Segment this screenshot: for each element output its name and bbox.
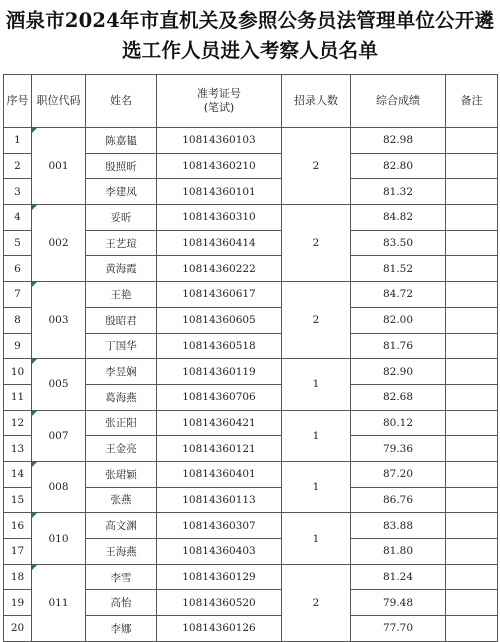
cell-score: 82.00 — [351, 307, 446, 333]
cell-score: 83.88 — [351, 513, 446, 539]
cell-name: 妥昕 — [86, 205, 157, 231]
cell-seq: 19 — [4, 590, 32, 616]
cell-quota: 1 — [282, 410, 351, 461]
title-line-1: 酒泉市2024年市直机关及参照公务员法管理单位公开遴 — [5, 9, 495, 32]
cell-position-code: 003 — [32, 282, 86, 359]
cell-name: 王金亮 — [86, 436, 157, 462]
cell-quota: 2 — [282, 564, 351, 641]
cell-score: 81.80 — [351, 539, 446, 565]
cell-seq: 1 — [4, 128, 32, 154]
cell-name: 陈嘉韫 — [86, 128, 157, 154]
cell-exam-no: 10814360310 — [157, 205, 282, 231]
cell-remark — [446, 230, 498, 256]
cell-exam-no: 10814360605 — [157, 307, 282, 333]
page-title — [0, 6, 500, 66]
cell-remark — [446, 410, 498, 436]
cell-remark — [446, 513, 498, 539]
cell-name: 王艺瑄 — [86, 230, 157, 256]
cell-quota: 1 — [282, 513, 351, 564]
cell-position-code: 005 — [32, 359, 86, 410]
header-exam-no — [157, 75, 282, 128]
header-position-code: 职位代码 — [32, 75, 86, 128]
cell-seq: 11 — [4, 384, 32, 410]
table-header-row — [4, 75, 498, 128]
cell-seq: 20 — [4, 616, 32, 642]
cell-name: 张燕 — [86, 487, 157, 513]
cell-seq: 7 — [4, 282, 32, 308]
cell-score: 77.70 — [351, 616, 446, 642]
cell-seq: 8 — [4, 307, 32, 333]
cell-score: 80.12 — [351, 410, 446, 436]
cell-seq: 4 — [4, 205, 32, 231]
cell-name: 王海燕 — [86, 539, 157, 565]
cell-score: 83.50 — [351, 230, 446, 256]
cell-remark — [446, 436, 498, 462]
header-seq: 序号 — [4, 75, 32, 128]
cell-seq: 15 — [4, 487, 32, 513]
cell-remark — [446, 256, 498, 282]
cell-seq: 5 — [4, 230, 32, 256]
cell-remark — [446, 564, 498, 590]
table-row — [4, 410, 498, 436]
cell-name: 李娜 — [86, 616, 157, 642]
cell-score: 82.68 — [351, 384, 446, 410]
cell-remark — [446, 616, 498, 642]
cell-remark — [446, 487, 498, 513]
cell-remark — [446, 359, 498, 385]
cell-remark — [446, 153, 498, 179]
cell-seq: 10 — [4, 359, 32, 385]
table-row — [4, 359, 498, 385]
header-quota: 招录人数 — [282, 75, 351, 128]
cell-seq: 2 — [4, 153, 32, 179]
cell-name: 葛海燕 — [86, 384, 157, 410]
cell-name: 殷照昕 — [86, 153, 157, 179]
cell-remark — [446, 461, 498, 487]
cell-score: 82.98 — [351, 128, 446, 154]
table-row — [4, 564, 498, 590]
cell-quota: 1 — [282, 461, 351, 512]
cell-score: 79.36 — [351, 436, 446, 462]
cell-position-code: 008 — [32, 461, 86, 512]
cell-remark — [446, 384, 498, 410]
header-exam-no-line-1: 准考证号 — [197, 87, 241, 100]
cell-seq: 17 — [4, 539, 32, 565]
cell-remark — [446, 590, 498, 616]
cell-name: 高文渊 — [86, 513, 157, 539]
cell-quota: 1 — [282, 359, 351, 410]
cell-position-code: 002 — [32, 205, 86, 282]
cell-exam-no: 10814360210 — [157, 153, 282, 179]
table-row — [4, 205, 498, 231]
cell-seq: 12 — [4, 410, 32, 436]
cell-position-code: 001 — [32, 128, 86, 205]
cell-remark — [446, 539, 498, 565]
table-row — [4, 513, 498, 539]
cell-exam-no: 10814360518 — [157, 333, 282, 359]
cell-seq: 9 — [4, 333, 32, 359]
cell-name: 丁国华 — [86, 333, 157, 359]
candidate-table — [3, 74, 498, 642]
cell-name: 李建凤 — [86, 179, 157, 205]
table-row — [4, 282, 498, 308]
cell-exam-no: 10814360103 — [157, 128, 282, 154]
cell-score: 79.48 — [351, 590, 446, 616]
cell-quota: 2 — [282, 205, 351, 282]
cell-quota: 2 — [282, 128, 351, 205]
cell-remark — [446, 282, 498, 308]
cell-score: 84.82 — [351, 205, 446, 231]
cell-seq: 16 — [4, 513, 32, 539]
cell-name: 黄海霞 — [86, 256, 157, 282]
cell-score: 86.76 — [351, 487, 446, 513]
cell-exam-no: 10814360520 — [157, 590, 282, 616]
cell-exam-no: 10814360617 — [157, 282, 282, 308]
cell-name: 张正阳 — [86, 410, 157, 436]
cell-remark — [446, 205, 498, 231]
cell-seq: 14 — [4, 461, 32, 487]
cell-score: 81.32 — [351, 179, 446, 205]
cell-exam-no: 10814360401 — [157, 461, 282, 487]
cell-name: 王艳 — [86, 282, 157, 308]
cell-exam-no: 10814360307 — [157, 513, 282, 539]
cell-exam-no: 10814360129 — [157, 564, 282, 590]
cell-exam-no: 10814360113 — [157, 487, 282, 513]
cell-remark — [446, 333, 498, 359]
table-row — [4, 461, 498, 487]
cell-name: 李雪 — [86, 564, 157, 590]
cell-exam-no: 10814360126 — [157, 616, 282, 642]
cell-name: 张珺颖 — [86, 461, 157, 487]
cell-position-code: 007 — [32, 410, 86, 461]
table-body — [4, 128, 498, 642]
cell-position-code: 011 — [32, 564, 86, 641]
cell-score: 87.20 — [351, 461, 446, 487]
cell-remark — [446, 128, 498, 154]
cell-position-code: 010 — [32, 513, 86, 564]
header-exam-no-line-2: (笔试) — [203, 101, 235, 114]
cell-seq: 13 — [4, 436, 32, 462]
cell-seq: 6 — [4, 256, 32, 282]
cell-name: 李昱娴 — [86, 359, 157, 385]
cell-score: 81.52 — [351, 256, 446, 282]
cell-exam-no: 10814360222 — [157, 256, 282, 282]
cell-score: 81.76 — [351, 333, 446, 359]
cell-exam-no: 10814360101 — [157, 179, 282, 205]
header-score: 综合成绩 — [351, 75, 446, 128]
cell-remark — [446, 307, 498, 333]
cell-exam-no: 10814360119 — [157, 359, 282, 385]
cell-name: 高怡 — [86, 590, 157, 616]
header-remark: 备注 — [446, 75, 498, 128]
table-row — [4, 128, 498, 154]
cell-score: 81.24 — [351, 564, 446, 590]
header-name: 姓名 — [86, 75, 157, 128]
cell-score: 84.72 — [351, 282, 446, 308]
cell-exam-no: 10814360121 — [157, 436, 282, 462]
cell-score: 82.90 — [351, 359, 446, 385]
cell-name: 殷昭君 — [86, 307, 157, 333]
cell-exam-no: 10814360706 — [157, 384, 282, 410]
cell-exam-no: 10814360414 — [157, 230, 282, 256]
cell-quota: 2 — [282, 282, 351, 359]
cell-exam-no: 10814360421 — [157, 410, 282, 436]
cell-seq: 18 — [4, 564, 32, 590]
cell-remark — [446, 179, 498, 205]
cell-score: 82.80 — [351, 153, 446, 179]
cell-seq: 3 — [4, 179, 32, 205]
title-line-2: 选工作人员进入考察人员名单 — [121, 39, 379, 62]
cell-exam-no: 10814360403 — [157, 539, 282, 565]
